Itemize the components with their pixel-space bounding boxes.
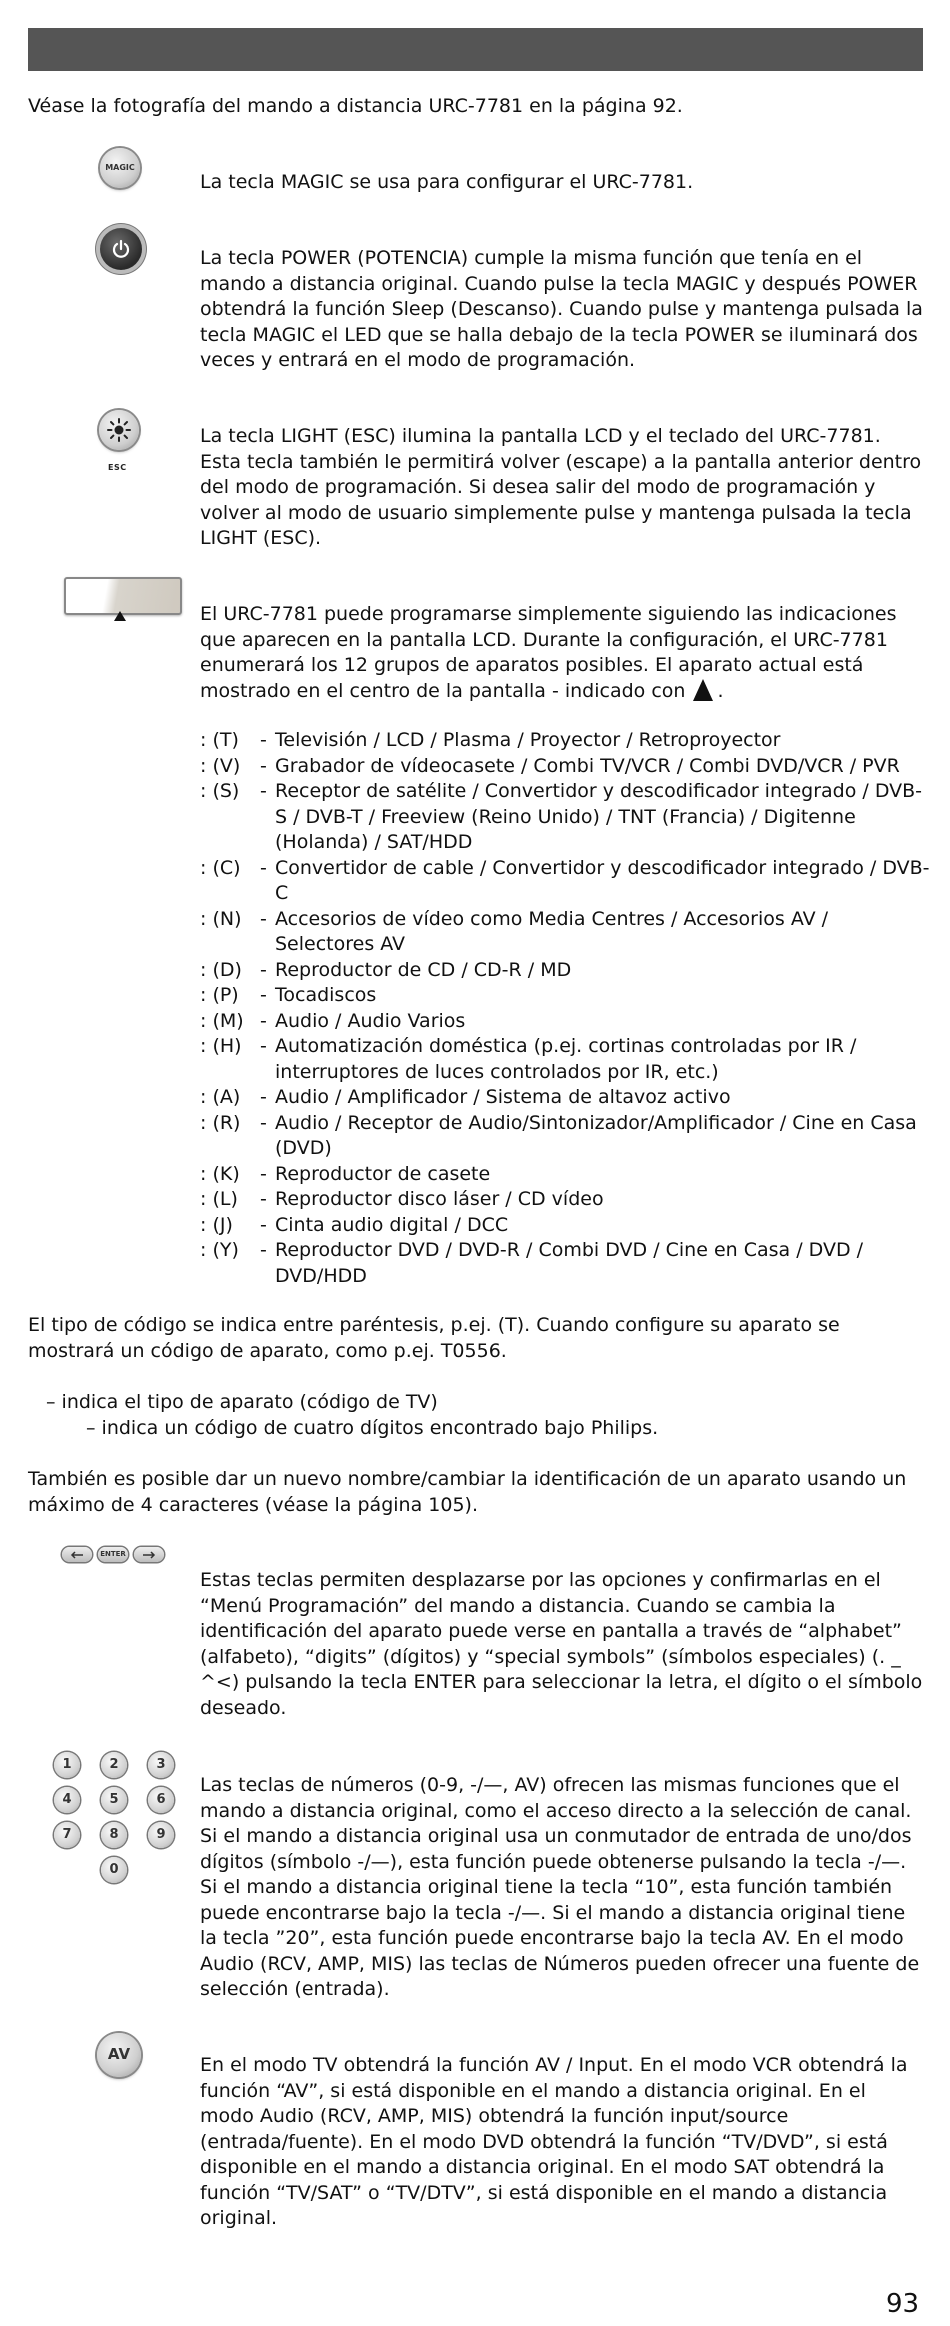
- number-key-9-icon: 9: [148, 1822, 174, 1848]
- device-type-dash: -: [260, 907, 267, 930]
- power-symbol-icon: [110, 238, 132, 260]
- lcd-description-end: .: [717, 679, 724, 702]
- av-description: En el modo TV obtendrá la función AV / Input. En el modo VCR obtendrá la función “AV”, si está disponible en el mando a distancia original. En el modo Audio (RCV, AMP, MIS) obtendrá la función input/source (entrada/fuente). En el modo DVD obtendrá la función “TV/DVD”, si está disponible en el mando a distancia original. En el modo SAT obtendrá la función “TV/SAT” o “TV/DTV”, si está disponible en el mando a distancia original.: [200, 2054, 908, 2229]
- code-type-text: El tipo de código se indica entre paréntesis, p.ej. (T). Cuando configure su aparato se mostrará un código de aparato, como p.ej. T0556.: [28, 1314, 840, 1362]
- device-type-dash: -: [260, 1035, 267, 1057]
- device-type-dash: -: [260, 780, 267, 802]
- device-type-row: [200, 1111, 930, 1162]
- device-type-dash: -: [260, 1213, 267, 1236]
- device-type-row: [200, 1009, 930, 1035]
- device-type-code: : (N): [200, 907, 242, 930]
- light-description: La tecla LIGHT (ESC) ilumina la pantalla LCD y el teclado del URC-7781. Esta tecla también le permitirá volver (escape) a la pantalla anterior dentro del modo de programación. Si desea salir del modo de programación y volver al modo de usuario simplemente pulse y mantenga pulsada la tecla LIGHT (ESC).: [200, 425, 922, 549]
- lcd-display-icon: [64, 577, 182, 615]
- device-type-description: Audio / Amplificador / Sistema de altavoz activo: [275, 1086, 731, 1108]
- number-key-4-icon: 4: [54, 1787, 80, 1813]
- device-type-dash: -: [260, 1239, 267, 1261]
- device-type-description: Receptor de satélite / Convertidor y descodificador integrado / DVB-S / DVB-T / Freeview (Reino Unido) / TNT (Francia) / Digitenne (Holanda) / SAT/HDD: [275, 780, 923, 853]
- device-type-code: : (J): [200, 1213, 233, 1236]
- device-type-dash: -: [260, 754, 267, 777]
- number-key-1-icon: 1: [54, 1752, 80, 1778]
- device-type-row: [200, 1213, 930, 1239]
- device-type-row: [200, 958, 930, 984]
- device-type-code: : (R): [200, 1111, 241, 1134]
- enter-key-icon: ENTER: [98, 1547, 128, 1562]
- device-type-dash: -: [260, 1009, 267, 1032]
- navigation-keys-icon: [62, 1547, 164, 1562]
- device-type-code: : (K): [200, 1162, 240, 1185]
- device-type-description: Automatización doméstica (p.ej. cortinas controladas por IR / interruptores de luces controlados por IR, etc.): [275, 1035, 857, 1083]
- device-type-code: : (M): [200, 1009, 244, 1032]
- device-type-row: [200, 1034, 930, 1085]
- left-arrow-key-icon: [62, 1547, 92, 1562]
- device-type-description: Audio / Audio Varios: [275, 1009, 466, 1032]
- device-type-description: Audio / Receptor de Audio/Sintonizador/Amplificador / Cine en Casa (DVD): [275, 1111, 917, 1159]
- sun-icon: [106, 417, 132, 443]
- device-type-row: [200, 754, 930, 780]
- lcd-description-text: El URC-7781 puede programarse simplemente siguiendo las indicaciones que aparecen en la pantalla LCD. Durante la configuración, el URC-7781 enumerará los 12 grupos de aparatos posibles. El aparato actual está mostrado en el centro de la pantalla - indicado con: [200, 603, 897, 702]
- device-type-code: : (C): [200, 856, 241, 879]
- lcd-description: [200, 602, 925, 704]
- device-type-code: : (D): [200, 958, 242, 981]
- device-type-code: : (T): [200, 729, 239, 751]
- number-key-3-icon: 3: [148, 1752, 174, 1778]
- device-type-description: Accesorios de vídeo como Media Centres / Accesorios AV / Selectores AV: [275, 907, 829, 955]
- rename-text: También es posible dar un nuevo nombre/cambiar la identificación de un aparato usando un máximo de 4 caracteres (véase la página 105).: [28, 1468, 907, 1516]
- device-type-description: Convertidor de cable / Convertidor y descodificador integrado / DVB-C: [275, 856, 930, 904]
- device-type-code: : (A): [200, 1086, 241, 1108]
- right-arrow-key-icon: [134, 1547, 164, 1562]
- av-key-icon: AV: [97, 2033, 141, 2077]
- device-type-description: Televisión / LCD / Plasma / Proyector / Retroproyector: [275, 729, 781, 751]
- device-type-list: [200, 728, 930, 1289]
- magic-description: La tecla MAGIC se usa para configurar el URC-7781.: [200, 171, 694, 193]
- device-type-description: Reproductor DVD / DVD-R / Combi DVD / Cine en Casa / DVD / DVD/HDD: [275, 1239, 864, 1287]
- device-type-description: Reproductor de casete: [275, 1162, 491, 1185]
- device-type-dash: -: [260, 984, 267, 1006]
- power-key-icon: [100, 228, 142, 270]
- number-key-5-icon: 5: [101, 1787, 127, 1813]
- device-type-dash: -: [260, 729, 267, 751]
- device-type-row: [200, 1162, 930, 1188]
- power-description: La tecla POWER (POTENCIA) cumple la misma función que tenía en el mando a distancia original. Cuando pulse la tecla MAGIC y después POWER obtendrá la función Sleep (Descanso). Cuando pulse y mantenga pulsada la tecla MAGIC el LED que se halla debajo de la tecla POWER se iluminará dos veces y entrará en el modo de programación.: [200, 247, 923, 371]
- device-type-row: [200, 983, 930, 1009]
- device-type-dash: -: [260, 1162, 267, 1185]
- magic-key-icon: MAGIC: [100, 148, 140, 188]
- device-type-code: : (L): [200, 1188, 238, 1210]
- number-key-0-icon: 0: [101, 1857, 127, 1883]
- device-type-row: [200, 728, 930, 754]
- device-type-code: : (V): [200, 754, 241, 777]
- device-type-row: [200, 1187, 930, 1213]
- device-type-description: Reproductor de CD / CD-R / MD: [275, 958, 572, 981]
- device-type-dash: -: [260, 958, 267, 981]
- device-type-row: [200, 779, 930, 856]
- device-type-dash: -: [260, 856, 267, 879]
- intro-text: Véase la fotografía del mando a distancia URC-7781 en la página 92.: [28, 95, 683, 117]
- device-type-description: Reproductor disco láser / CD vídeo: [275, 1188, 604, 1210]
- device-type-row: [200, 856, 930, 907]
- indent-four-digit-code: – indica un código de cuatro dígitos encontrado bajo Philips.: [86, 1417, 659, 1439]
- esc-label: ESC: [108, 463, 127, 472]
- device-type-row: [200, 907, 930, 958]
- device-type-row: [200, 1238, 930, 1289]
- device-type-code: : (S): [200, 780, 240, 802]
- lcd-indicator-arrow-icon: [114, 611, 126, 621]
- device-type-code: : (P): [200, 984, 239, 1006]
- indicator-triangle-icon: [693, 679, 713, 701]
- device-type-description: Tocadiscos: [275, 984, 377, 1006]
- number-key-6-icon: 6: [148, 1787, 174, 1813]
- number-key-8-icon: 8: [101, 1822, 127, 1848]
- navigation-description: Estas teclas permiten desplazarse por las opciones y confirmarlas en el “Menú Programación” del mando a distancia. Cuando se cambia la identificación del aparato puede verse en pantalla a través de “alphabet” (alfabeto), “digits” (dígitos) y “special symbols” (símbolos especiales) (. _ ^<) pulsando la tecla ENTER para seleccionar la letra, el dígito o el símbolo deseado.: [200, 1569, 923, 1719]
- device-type-code: : (H): [200, 1035, 242, 1057]
- number-key-2-icon: 2: [101, 1752, 127, 1778]
- device-type-dash: -: [260, 1111, 267, 1134]
- device-type-description: Grabador de vídeocasete / Combi TV/VCR / Combi DVD/VCR / PVR: [275, 754, 900, 777]
- device-type-description: Cinta audio digital / DCC: [275, 1213, 509, 1236]
- page-number: 93: [886, 2289, 920, 2319]
- device-type-dash: -: [260, 1086, 267, 1108]
- number-keys-description: Las teclas de números (0-9, -/—, AV) ofrecen las mismas funciones que el mando a distancia original, como el acceso directo a la selección de canal. Si el mando a distancia original usa un conmutador de entrada de uno/dos dígitos (símbolo -/—), esta función puede obtenerse pulsando la tecla -/—. Si el mando a distancia original tiene la tecla “10”, esta función también puede encontrarse bajo la tecla -/—. Si el mando a distancia original tiene la tecla ”20”, esta función puede encontrarse bajo la tecla AV. En el modo Audio (RCV, AMP, MIS) las teclas de Números pueden ofrecer una fuente de selección (entrada).: [200, 1774, 920, 2000]
- device-type-dash: -: [260, 1188, 267, 1210]
- number-key-7-icon: 7: [54, 1822, 80, 1848]
- header-bar: [28, 28, 923, 71]
- light-key-icon: [99, 410, 139, 450]
- device-type-row: [200, 1085, 930, 1111]
- device-type-code: : (Y): [200, 1239, 239, 1261]
- indent-device-type: – indica el tipo de aparato (código de TV): [46, 1391, 438, 1413]
